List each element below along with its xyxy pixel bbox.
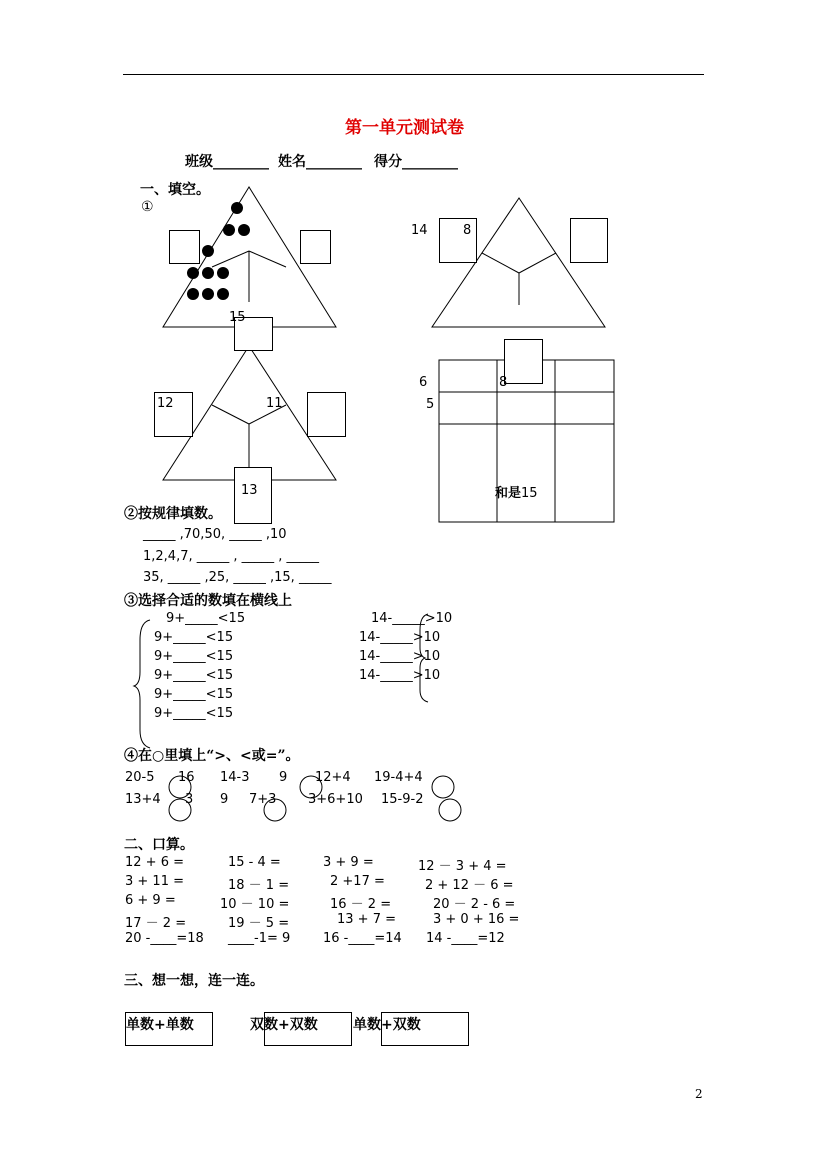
calc-item: 16 － 2 = — [330, 897, 392, 912]
match-label-odd-odd: 单数+单数 — [126, 1017, 194, 1033]
q2-line-2: 1,2,4,7, _____ , _____ , _____ — [143, 549, 320, 564]
q4-r1-c: 14-3 — [220, 770, 250, 785]
t2-num-a: 14 — [411, 223, 428, 238]
q4-r1-e: 12+4 — [315, 770, 351, 785]
answer-box-t1-right[interactable] — [300, 230, 331, 264]
answer-box-table-top[interactable] — [504, 339, 543, 384]
calc-item: 16 -____=14 — [323, 931, 402, 946]
section2-heading: 二、口算。 — [124, 837, 194, 853]
q3-left-3: 9+_____<15 — [154, 649, 234, 664]
section1-heading: 一、填空。 — [140, 182, 210, 198]
t3-num-bottom: 13 — [241, 483, 258, 498]
t3-num-top: 15 — [229, 310, 246, 325]
calc-item: 12 － 3 + 4 = — [418, 859, 507, 874]
q3-right-2: 14-_____>10 — [359, 630, 441, 645]
q4-r1-f: 19-4+4 — [374, 770, 423, 785]
calc-item: 3 + 11 = — [125, 874, 184, 889]
table-row2-label: 5 — [426, 397, 435, 412]
q1-marker: ① — [141, 199, 154, 215]
page-title: 第一单元测试卷 — [345, 118, 464, 138]
q4-r1-b: 16 — [178, 770, 195, 785]
calc-item: 13 + 7 = — [337, 912, 396, 927]
calc-item: 2 + 12 － 6 = — [425, 878, 514, 893]
q2-line-1: _____ ,70,50, _____ ,10 — [143, 527, 287, 542]
table-col2-label: 8 — [499, 375, 508, 390]
q4-r2-d: 7+3 — [249, 792, 277, 807]
class-field: 班级________ — [185, 154, 269, 170]
table-row1-label: 6 — [419, 375, 428, 390]
q3-right-3: 14-_____>10 — [359, 649, 441, 664]
q3-heading: ③选择合适的数填在横线上 — [124, 593, 292, 609]
q4-r2-e: 3+6+10 — [308, 792, 363, 807]
calc-item: 18 － 1 = — [228, 878, 290, 893]
calc-item: 12 + 6 = — [125, 855, 184, 870]
name-field: 姓名________ — [278, 154, 362, 170]
page-number: 2 — [695, 1087, 703, 1101]
q4-r1-d: 9 — [279, 770, 288, 785]
section3-heading: 三、想一想，连一连。 — [124, 973, 264, 989]
match-label-odd-even: 单数+双数 — [353, 1017, 421, 1033]
q4-r2-c: 9 — [220, 792, 229, 807]
calc-item: 6 + 9 = — [125, 893, 176, 908]
calc-item: ____-1= 9 — [228, 931, 291, 946]
q3-left-1: 9+_____<15 — [166, 611, 246, 626]
q3-left-6: 9+_____<15 — [154, 706, 234, 721]
answer-box-t3-right[interactable] — [307, 392, 346, 437]
answer-box-t1-left[interactable] — [169, 230, 200, 264]
q4-r1-a: 20-5 — [125, 770, 155, 785]
q2-line-3: 35, _____ ,25, _____ ,15, _____ — [143, 570, 332, 585]
calc-item: 20 － 2 - 6 = — [433, 897, 516, 912]
t2-num-b: 8 — [463, 223, 472, 238]
calc-item: 17 － 2 = — [125, 916, 187, 931]
calc-item: 19 － 5 = — [228, 916, 290, 931]
q3-left-5: 9+_____<15 — [154, 687, 234, 702]
calc-item: 3 + 0 + 16 = — [433, 912, 520, 927]
t3-num-right: 11 — [266, 396, 283, 411]
q4-r2-a: 13+4 — [125, 792, 161, 807]
table-sum-label: 和是15 — [495, 486, 538, 501]
calc-item: 14 -____=12 — [426, 931, 505, 946]
calc-item: 2 +17 = — [330, 874, 385, 889]
calc-item: 10 － 10 = — [220, 897, 290, 912]
q4-heading: ④在○里填上“>、<或=”。 — [124, 748, 300, 764]
answer-box-t2-left[interactable] — [439, 218, 477, 263]
q3-left-4: 9+_____<15 — [154, 668, 234, 683]
q4-r2-f: 15-9-2 — [381, 792, 424, 807]
q3-right-1: 14-_____>10 — [371, 611, 453, 626]
t3-num-left: 12 — [157, 396, 174, 411]
answer-box-t2-right[interactable] — [570, 218, 608, 263]
q4-r2-b: 3 — [185, 792, 194, 807]
q3-right-4: 14-_____>10 — [359, 668, 441, 683]
calc-item: 3 + 9 = — [323, 855, 374, 870]
q3-left-2: 9+_____<15 — [154, 630, 234, 645]
calc-item: 15 - 4 = — [228, 855, 281, 870]
match-label-even-even: 双数+双数 — [250, 1017, 318, 1033]
calc-item: 20 -____=18 — [125, 931, 204, 946]
table-sum-value: 15 — [521, 486, 538, 501]
q2-heading: ②按规律填数。 — [124, 506, 222, 522]
score-field: 得分________ — [374, 154, 458, 170]
